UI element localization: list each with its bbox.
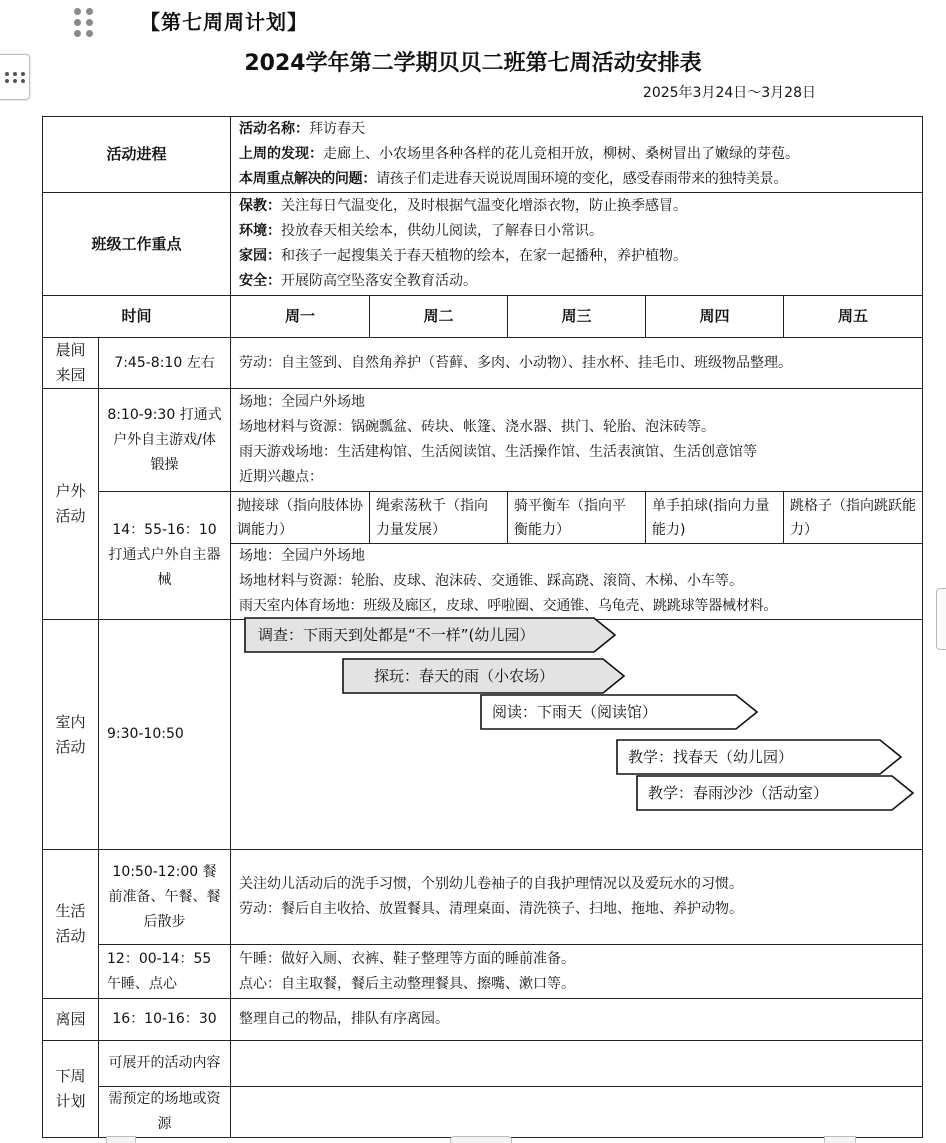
indoor-activity-arrow	[480, 694, 758, 730]
morning-time: 7:45-8:10 左右	[99, 338, 231, 389]
indoor-activity-area	[231, 620, 923, 850]
daily-goal-cell	[784, 492, 923, 544]
day-header-fri: 周五	[784, 296, 923, 338]
progress-content	[231, 117, 923, 193]
side-panel-tab[interactable]	[936, 588, 946, 650]
focus-label: 班级工作重点	[43, 193, 231, 296]
activity-name-label: 活动名称：	[239, 121, 310, 137]
outdoor-am-time: 8:10-9:30 打通式户外自主游戏/体锻操	[99, 389, 231, 492]
day-header-thu: 周四	[646, 296, 784, 338]
problem-label: 本周重点解决的问题：	[239, 171, 377, 187]
outdoor-am-line: 场地材料与资源：锅碗瓢盆、砖块、帐篷、浇水器、拱门、轮胎、泡沫砖等。	[239, 419, 716, 435]
progress-label: 活动进程	[43, 117, 231, 193]
next-week-content-2[interactable]	[231, 1087, 923, 1138]
focus-item-text: 投放春天相关绘本，供幼儿阅读，了解春日小常识。	[281, 223, 604, 239]
daily-goal-cell	[370, 492, 508, 544]
last-week-text: 走廊上、小农场里各种各样的花儿竞相开放，柳树、桑树冒出了嫩绿的芽苞。	[323, 146, 800, 162]
next-week-row-2	[43, 1087, 923, 1138]
indoor-activity-label: 调查：下雨天到处都是“不一样”(幼儿园）	[258, 626, 535, 644]
indoor-activity-arrow	[616, 739, 902, 775]
indoor-activity-arrow	[342, 658, 625, 694]
problem-text: 请孩子们走进春天说说周围环境的变化，感受春雨带来的独特美景。	[376, 171, 788, 187]
life-slot2-time: 12：00-14：55 午睡、点心	[99, 945, 231, 999]
activity-name: 拜访春天	[309, 121, 366, 137]
progress-row	[43, 117, 923, 193]
outdoor-category: 户外活动	[43, 389, 99, 620]
outdoor-goals-row	[43, 492, 923, 544]
morning-content: 劳动：自主签到、自然角养护（苔藓、多肉、小动物）、挂水杯、挂毛巾、班级物品整理。	[231, 338, 923, 389]
daily-goal-wed: 骑平衡车（指向平衡能力）	[514, 497, 627, 538]
outdoor-am-content	[231, 389, 923, 492]
outdoor-am-line: 雨天游戏场地：生活建构馆、生活阅读馆、生活操作馆、生活表演馆、生活创意馆等	[239, 444, 758, 460]
next-week-content-1[interactable]	[231, 1041, 923, 1087]
date-range: 2025年3月24日～3月28日	[642, 85, 816, 101]
indoor-activity-label: 探玩：春天的雨（小农场）	[374, 667, 555, 685]
indoor-row	[43, 620, 923, 850]
page-edge-center	[450, 1136, 512, 1143]
outdoor-am-line: 场地：全园户外场地	[239, 394, 366, 410]
life-category: 生活活动	[43, 850, 99, 999]
weekday-header-row	[43, 296, 923, 338]
focus-item-text: 关注每日气温变化，及时根据气温变化增添衣物，防止换季感冒。	[281, 198, 688, 214]
focus-content	[231, 193, 923, 296]
daily-goal-mon: 抛接球（指向肢体协调能力）	[237, 497, 364, 538]
leave-category: 离园	[43, 999, 99, 1041]
day-header-mon: 周一	[231, 296, 370, 338]
life-slot1-line: 关注幼儿活动后的洗手习惯，个别幼儿卷袖子的自我护理情况以及爱玩水的习惯。	[239, 876, 744, 892]
life-slot1-content	[231, 850, 923, 945]
life-slot2-line: 午睡：做好入厕、衣裤、鞋子整理等方面的睡前准备。	[239, 950, 576, 967]
drag-handle-icon[interactable]	[74, 8, 96, 38]
leave-content: 整理自己的物品，排队有序离园。	[231, 999, 923, 1041]
next-week-category: 下周计划	[43, 1041, 99, 1138]
day-header-tue: 周二	[370, 296, 508, 338]
life-slot1-row	[43, 850, 923, 945]
indoor-activity-arrow	[244, 617, 616, 653]
leave-time: 16：10-16：30	[99, 999, 231, 1041]
outdoor-am-row	[43, 389, 923, 492]
leave-row	[43, 999, 923, 1041]
page-edge-left	[106, 1136, 136, 1143]
outdoor-pm-time: 14：55-16：10 打通式户外自主器械	[99, 492, 231, 620]
focus-item-label: 保教：	[239, 198, 282, 214]
life-slot1-line: 劳动：餐后自主收拾、放置餐具、清理桌面、清洗筷子、扫地、拖地、养护动物。	[239, 901, 744, 917]
focus-item-label: 安全：	[239, 273, 282, 289]
daily-goal-thu: 单手拍球(指向力量能力)	[652, 497, 770, 538]
daily-goal-cell	[646, 492, 784, 544]
indoor-activity-arrow	[636, 775, 914, 811]
focus-item-text: 开展防高空坠落安全教育活动。	[281, 273, 478, 289]
life-slot1-time: 10:50-12:00 餐前准备、午餐、餐后散步	[99, 850, 231, 945]
life-slot2-row	[43, 945, 923, 999]
next-week-item-2: 需预定的场地或资源	[99, 1087, 231, 1138]
outdoor-pm-line: 场地：全园户外场地	[239, 548, 366, 564]
indoor-activity-label: 教学：春雨沙沙（活动室）	[648, 784, 829, 802]
focus-item-label: 家园：	[239, 248, 282, 264]
document-title: 2024学年第二学期贝贝二班第七周活动安排表	[244, 51, 702, 76]
indoor-time: 9:30-10:50	[99, 620, 231, 850]
next-week-item-1: 可展开的活动内容	[99, 1041, 231, 1087]
daily-goal-cell	[231, 492, 370, 544]
focus-item-label: 环境：	[239, 223, 282, 239]
indoor-category: 室内活动	[43, 620, 99, 850]
life-slot2-content	[231, 945, 923, 999]
focus-row	[43, 193, 923, 296]
day-header-wed: 周三	[508, 296, 646, 338]
life-slot2-line: 点心：自主取餐，餐后主动整理餐具、擦嘴、漱口等。	[239, 975, 576, 992]
daily-goal-cell	[508, 492, 646, 544]
next-week-row-1	[43, 1041, 923, 1087]
morning-row	[43, 338, 923, 389]
indoor-activity-label: 阅读：下雨天（阅读馆）	[492, 703, 658, 721]
daily-goal-tue: 绳索荡秋千（指向力量发展）	[376, 497, 489, 538]
focus-item-text: 和孩子一起搜集关于春天植物的绘本，在家一起播种，养护植物。	[281, 248, 688, 264]
time-header: 时间	[43, 296, 231, 338]
document-heading: 【第七周周计划】	[140, 10, 308, 34]
page-edge-right	[824, 1136, 856, 1143]
morning-category: 晨间来园	[43, 338, 99, 389]
indoor-activity-label: 教学：找春天（幼儿园）	[628, 748, 794, 766]
outdoor-am-line: 近期兴趣点：	[239, 469, 324, 485]
daily-goal-fri: 跳格子（指向跳跃能力）	[790, 497, 917, 538]
outdoor-pm-line: 雨天室内体育场地：班级及廊区，皮球、呼啦圈、交通锥、乌龟壳、跳跳球等器械材料。	[239, 598, 778, 614]
outdoor-pm-content	[231, 544, 923, 620]
outdoor-pm-line: 场地材料与资源：轮胎、皮球、泡沫砖、交通锥、踩高跷、滚筒、木梯、小车等。	[239, 573, 744, 589]
last-week-label: 上周的发现：	[239, 146, 324, 162]
